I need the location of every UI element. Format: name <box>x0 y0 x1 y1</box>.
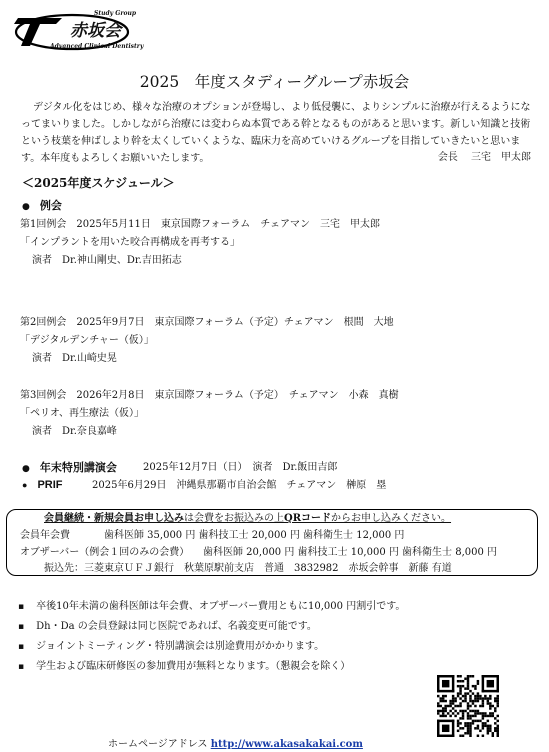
fee-notice-qr: QRコード <box>284 513 332 524</box>
special-detail: 2025年12月7日（日） 演者 Dr.飯田吉郎 <box>143 462 338 473</box>
logo-top-text: Study Group <box>94 10 137 17</box>
observer-fee-label: オブザーバー（例会１回のみの会費） <box>20 547 190 558</box>
qr-code[interactable] <box>437 675 499 737</box>
member-fees: 歯科医師 35,000 円 歯科技工士 20,000 円 歯科衛生士 12,000 円 <box>104 530 405 541</box>
note-item: ▪ Dh・Da の会員登録は同じ医院であれば、名義変更可能です。 <box>18 617 478 637</box>
bank-info: 振込先：三菱東京ＵＦＪ銀行 秋葉原駅前支店 普通 3832982 赤坂会幹事 新藤 有道 <box>44 563 452 574</box>
schedule-heading: ＜2025年度スケジュール＞ <box>22 176 175 190</box>
fee-notice-bold: 会員継続・新規会員お申し込み <box>44 513 184 524</box>
note-item: ▪ 卒後10年未満の歯科医師は年会費、オブザーバー費用ともに10,000 円割引です。 <box>18 597 478 617</box>
session-1-line: 第1回例会 2025年5月11日 東京国際フォーラム チェアマン 三宅 甲太郎 <box>20 219 380 230</box>
session-3-topic: 「ペリオ、再生療法（仮）」 <box>20 408 144 419</box>
notes-list <box>18 597 478 677</box>
observer-fees: 歯科医師 20,000 円 歯科技工士 10,000 円 歯科衛生士 8,000 円 <box>203 547 498 558</box>
homepage-label: ホームページアドレス <box>108 739 208 750</box>
session-3-line: 第3回例会 2026年2月8日 東京国際フォーラム（予定） チェアマン 小森 真樹 <box>20 390 399 401</box>
logo-name: 赤坂会 <box>70 21 121 41</box>
logo-sub-text: Advanced Clinical Dentistry <box>50 43 144 50</box>
fee-notice-rest: は会費をお振込みの上 <box>184 513 284 524</box>
session-1-topic: 「インプラントを用いた咬合再構成を再考する」 <box>20 237 240 248</box>
special-heading: ● 年末特別講演会 <box>22 461 117 476</box>
session-2-line: 第2回例会 2025年9月7日 東京国際フォーラム（予定）チェアマン 根間 大地 <box>20 317 394 328</box>
prif-heading: ● PRIF <box>22 479 63 492</box>
intro-paragraph: デジタル化をはじめ、様々な治療のオプションが登場し、より低侵襲に、よりシンプルに治療が行えるようになってまいりました。しかしながら治療には変わらぬ本質である幹となるものがあると思います。新しい知識と技術という枝葉を伸ばしより幹を太くしていくような、臨床力を高めていけるグループを目指していきたいと思います。本年度もよろしくお願いいたします。 <box>21 102 531 164</box>
session-3-speakers: 演者 Dr.奈良嘉峰 <box>32 426 117 437</box>
reikai-heading: ● 例会 <box>22 199 62 214</box>
session-2-speakers: 演者 Dr.山崎史晃 <box>32 353 117 364</box>
homepage-link[interactable]: http://www.akasakakai.com <box>210 739 363 750</box>
fee-notice-end: からお申し込みください。 <box>331 513 452 524</box>
prif-detail: 2025年6月29日 沖縄県那覇市自治会館 チェアマン 榊原 塁 <box>92 480 387 491</box>
session-2-topic: 「デジタルデンチャー（仮）」 <box>20 335 154 346</box>
logo <box>10 6 146 54</box>
session-1-speakers: 演者 Dr.神山剛史、Dr.吉田拓志 <box>32 255 182 266</box>
qr-code-graphic <box>437 675 499 737</box>
note-item: ▪ ジョイントミーティング・特別講演会は別途費用がかかります。 <box>18 637 478 657</box>
fee-notice <box>44 512 451 525</box>
footer <box>108 735 363 750</box>
signature: 会長 三宅 甲太郎 <box>437 152 531 163</box>
page-title: 2025 年度スタディーグループ赤坂会 <box>139 73 410 91</box>
member-fee-label: 会員年会費 <box>20 530 70 541</box>
note-item: ▪ 学生および臨床研修医の参加費用が無料となります。（懇親会を除く） <box>18 657 478 677</box>
